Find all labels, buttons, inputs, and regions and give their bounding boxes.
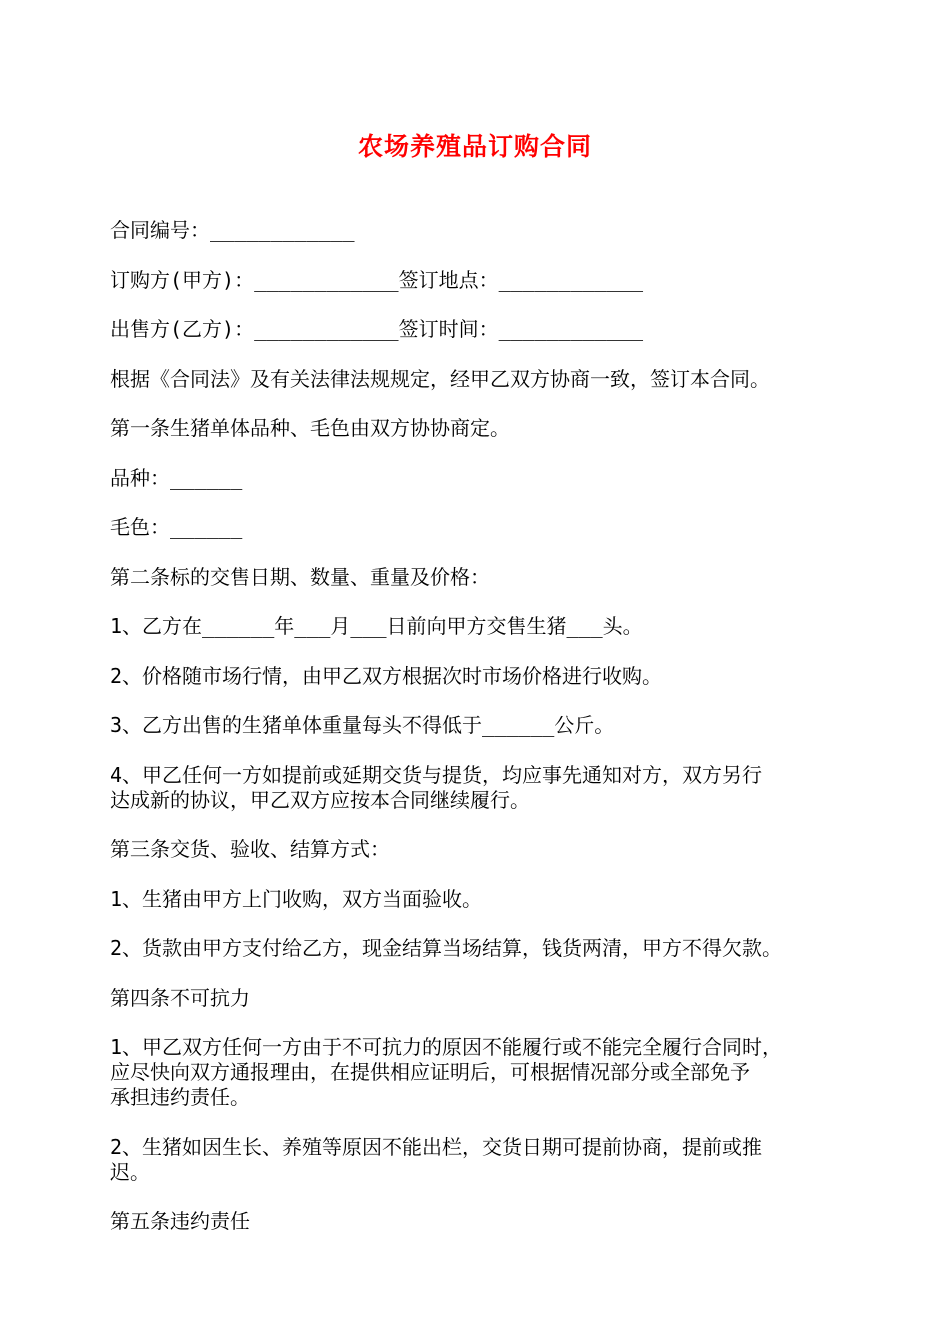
- article-3-heading: 第三条交货、验收、结算方式：: [110, 837, 390, 861]
- contract-number-line: 合同编号：____________: [110, 218, 355, 242]
- article-5-heading: 第五条违约责任: [110, 1209, 250, 1233]
- coat-color-line: 毛色：______: [110, 515, 243, 539]
- seller-party-line: 出售方(乙方)：____________签订时间：____________: [110, 317, 644, 341]
- buyer-party-line: 订购方(甲方)：____________签订地点：____________: [110, 267, 644, 292]
- article-4-item-2: 2、生猪如因生长、养殖等原因不能出栏，交货日期可提前协商，提前或推 迟。: [110, 1134, 763, 1184]
- article-4-item-1: 1、甲乙双方任何一方由于不可抗力的原因不能履行或不能完全履行合同时， 应尽快向双方通报理由，在提供相应证明后，可根据情况部分或全部免予 承担违约责任。: [110, 1035, 783, 1109]
- article-2-item-1: 1、乙方在______年___月___日前向甲方交售生猪___头。: [110, 614, 643, 638]
- document-title: 农场养殖品订购合同: [357, 132, 592, 161]
- article-1-heading: 第一条生猪单体品种、毛色由双方协协商定。: [110, 416, 510, 440]
- breed-line: 品种：______: [110, 465, 243, 490]
- article-4-heading: 第四条不可抗力: [110, 985, 250, 1010]
- article-3-item-1: 1、生猪由甲方上门收购，双方当面验收。: [110, 886, 483, 911]
- article-3-item-2: 2、货款由甲方支付给乙方，现金结算当场结算，钱货两清，甲方不得欠款。: [110, 936, 783, 960]
- article-2-item-2: 2、价格随市场行情，由甲乙双方根据次时市场价格进行收购。: [110, 663, 663, 688]
- document-body: [110, 218, 850, 1259]
- article-2-heading: 第二条标的交售日期、数量、重量及价格：: [110, 564, 490, 589]
- article-2-item-4: 4、甲乙任何一方如提前或延期交货与提货，均应事先通知对方，双方另行 达成新的协议，甲乙双方应按本合同继续履行。: [110, 762, 763, 812]
- preamble-paragraph: 根据《合同法》及有关法律法规规定，经甲乙双方协商一致，签订本合同。: [110, 366, 770, 391]
- article-2-item-3: 3、乙方出售的生猪单体重量每头不得低于______公斤。: [110, 713, 615, 737]
